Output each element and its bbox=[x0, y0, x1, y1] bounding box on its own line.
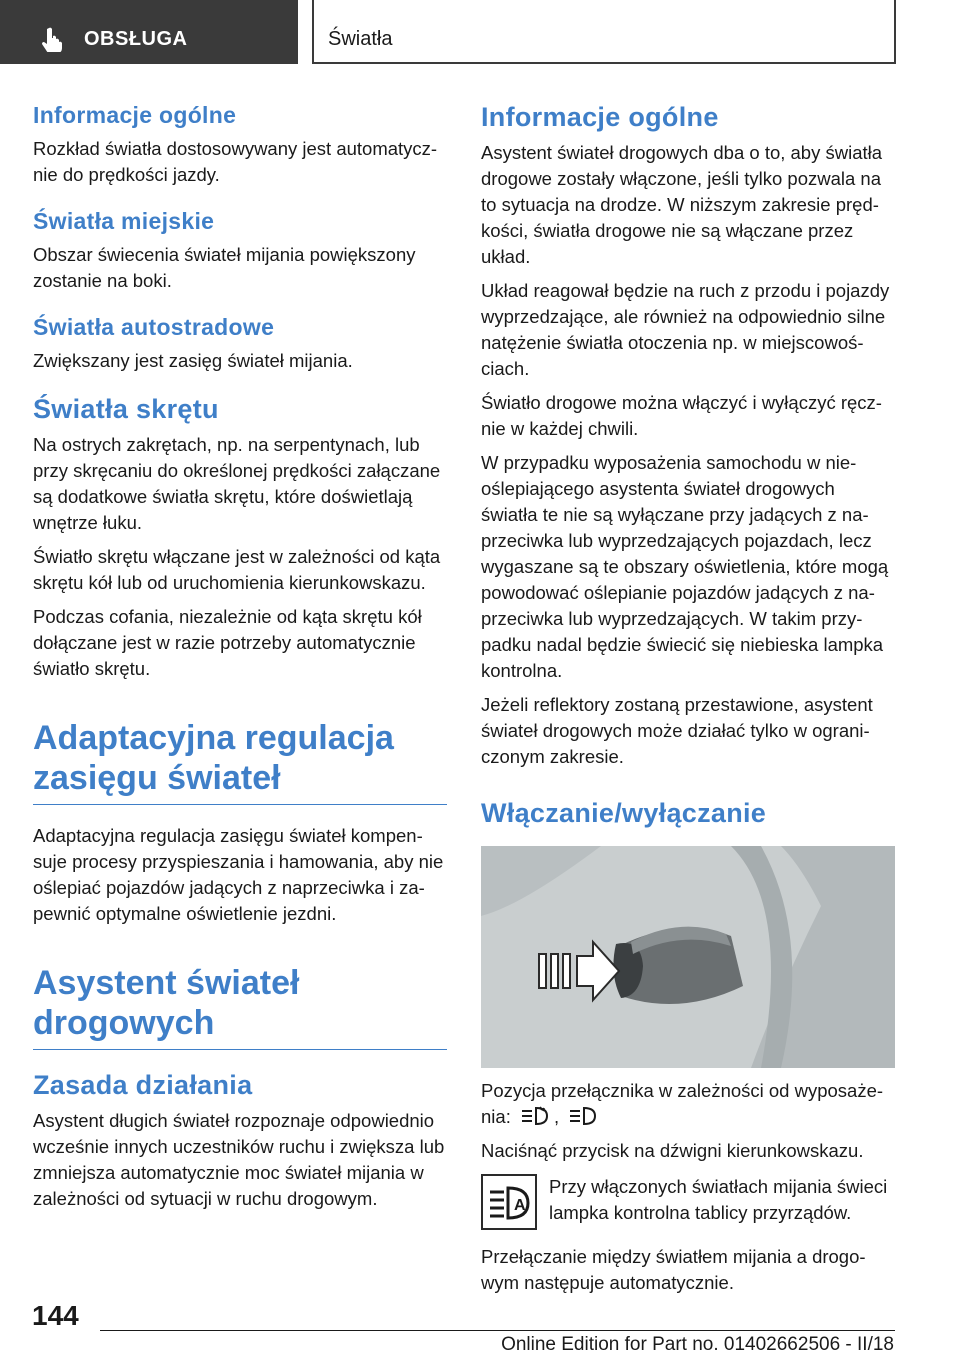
heading-motorway-lights: Światła autostradowe bbox=[33, 314, 275, 340]
chapter-header bbox=[312, 0, 896, 64]
hand-pointer-icon bbox=[40, 26, 66, 52]
right-column bbox=[481, 100, 895, 1304]
page-number: 144 bbox=[32, 1300, 79, 1331]
high-beam-icon bbox=[568, 1105, 598, 1127]
paragraph: Układ reagował będzie na ruch z przodu i pojazdy wyprzedzające, ale również na odpowiednio silne natężenie światła otoczenia np. w miejscowoś-ciach. bbox=[481, 280, 890, 379]
heading-general-info: Informacje ogólne bbox=[33, 102, 237, 128]
stalk-illustration bbox=[481, 846, 895, 1068]
paragraph: Zwiększany jest zasięg świateł mijania. bbox=[33, 350, 353, 371]
paragraph: Asystent świateł drogowych dba o to, aby światła drogowe zostały włączone, jeśli tylko pozwala na to sytuacja na drodze. W niższym zakresie pręd-kości, światła drogowe nie są włączane przez układ. bbox=[481, 142, 883, 267]
paragraph: W przypadku wyposażenia samochodu w nie-oślepiającego asystenta świateł drogowych światła te nie są wyłączane przy jadących z na-przeciwka lub wyprzedzających pojazdach, lecz wygaszane są te obszary oświetlenia, które mogą powodować oślepianie pojazdów jadących z na-przeciwka lub wyprzedzających. W takim przy-padku nadal będzie świecić się niebieska lampka kontrolna. bbox=[481, 452, 889, 681]
turn-signal-stalk-image bbox=[481, 846, 895, 1068]
heading-on-off: Włączanie/wyłączanie bbox=[481, 798, 767, 828]
chapter-title: Światła bbox=[328, 28, 393, 50]
section-label: OBSŁUGA bbox=[84, 28, 188, 50]
note-block bbox=[481, 1174, 895, 1230]
paragraph: Obszar świecenia świateł mijania powiększony zostanie na boki. bbox=[33, 244, 416, 291]
heading-general-info-right: Informacje ogólne bbox=[481, 102, 719, 132]
footer-divider bbox=[100, 1330, 895, 1331]
paragraph: Przełączanie między światłem mijania a drogo-wym następuje automatycznie. bbox=[481, 1246, 866, 1293]
paragraph: Adaptacyjna regulacja zasięgu świateł kompen-suje procesy przyspieszania i hamowania, aby nie oślepiać pojazdów jadących z naprzeciwka i za-pewnić optymalne oświetlenie jezdni. bbox=[33, 825, 444, 924]
high-beam-assistant-icon bbox=[520, 1105, 550, 1127]
caption bbox=[481, 1078, 895, 1130]
heading-cornering-lights: Światła skrętu bbox=[33, 394, 219, 424]
heading-adaptive-range: Adaptacyjna regulacja zasięgu świateł bbox=[33, 718, 447, 805]
paragraph: Jeżeli reflektory zostaną przestawione, asystent świateł drogowych może działać tylko w ograni-czonym zakresie. bbox=[481, 694, 873, 767]
headlight-assistant-indicator-icon bbox=[481, 1174, 537, 1230]
caption-separator: , bbox=[553, 1106, 560, 1127]
note-text: Przy włączonych światłach mijania świeci lampka kontrolna tablicy przyrządów. bbox=[549, 1176, 888, 1223]
paragraph: Światło drogowe można włączyć i wyłączyć ręcz-nie w każdej chwili. bbox=[481, 392, 882, 439]
footer-edition: Online Edition for Part no. 01402662506 - II/18 bbox=[501, 1334, 894, 1355]
heading-city-lights: Światła miejskie bbox=[33, 208, 215, 234]
svg-text:A: A bbox=[514, 1197, 526, 1214]
heading-high-beam-assistant: Asystent świateł drogowych bbox=[33, 963, 447, 1050]
caption-text: Pozycja przełącznika w zależności od wyposaże-nia: bbox=[481, 1080, 884, 1127]
paragraph: Światło skrętu włączane jest w zależności od kąta skrętu kół lub od uruchomienia kierunkowskazu. bbox=[33, 546, 441, 593]
heading-principle: Zasada działania bbox=[33, 1070, 253, 1100]
paragraph: Rozkład światła dostosowywany jest automatycz-nie do prędkości jazdy. bbox=[33, 138, 438, 185]
paragraph: Naciśnąć przycisk na dźwigni kierunkowskazu. bbox=[481, 1140, 864, 1161]
paragraph: Podczas cofania, niezależnie od kąta skrętu kół dołączane jest w razie potrzeby automatycznie światło skrętu. bbox=[33, 606, 422, 679]
left-column bbox=[33, 100, 447, 1220]
paragraph: Asystent długich świateł rozpoznaje odpowiednio wcześnie innych uczestników ruchu i zwiększa lub zmniejsza automatycznie moc świateł mijania w zależności od sytuacji w ruchu drogowym. bbox=[33, 1110, 445, 1209]
header-section-tab bbox=[0, 0, 298, 64]
paragraph: Na ostrych zakrętach, np. na serpentynach, lub przy skręcaniu do określonej prędkości załączane są dodatkowe światła skrętu, które doświetlają wnętrze łuku. bbox=[33, 434, 441, 533]
